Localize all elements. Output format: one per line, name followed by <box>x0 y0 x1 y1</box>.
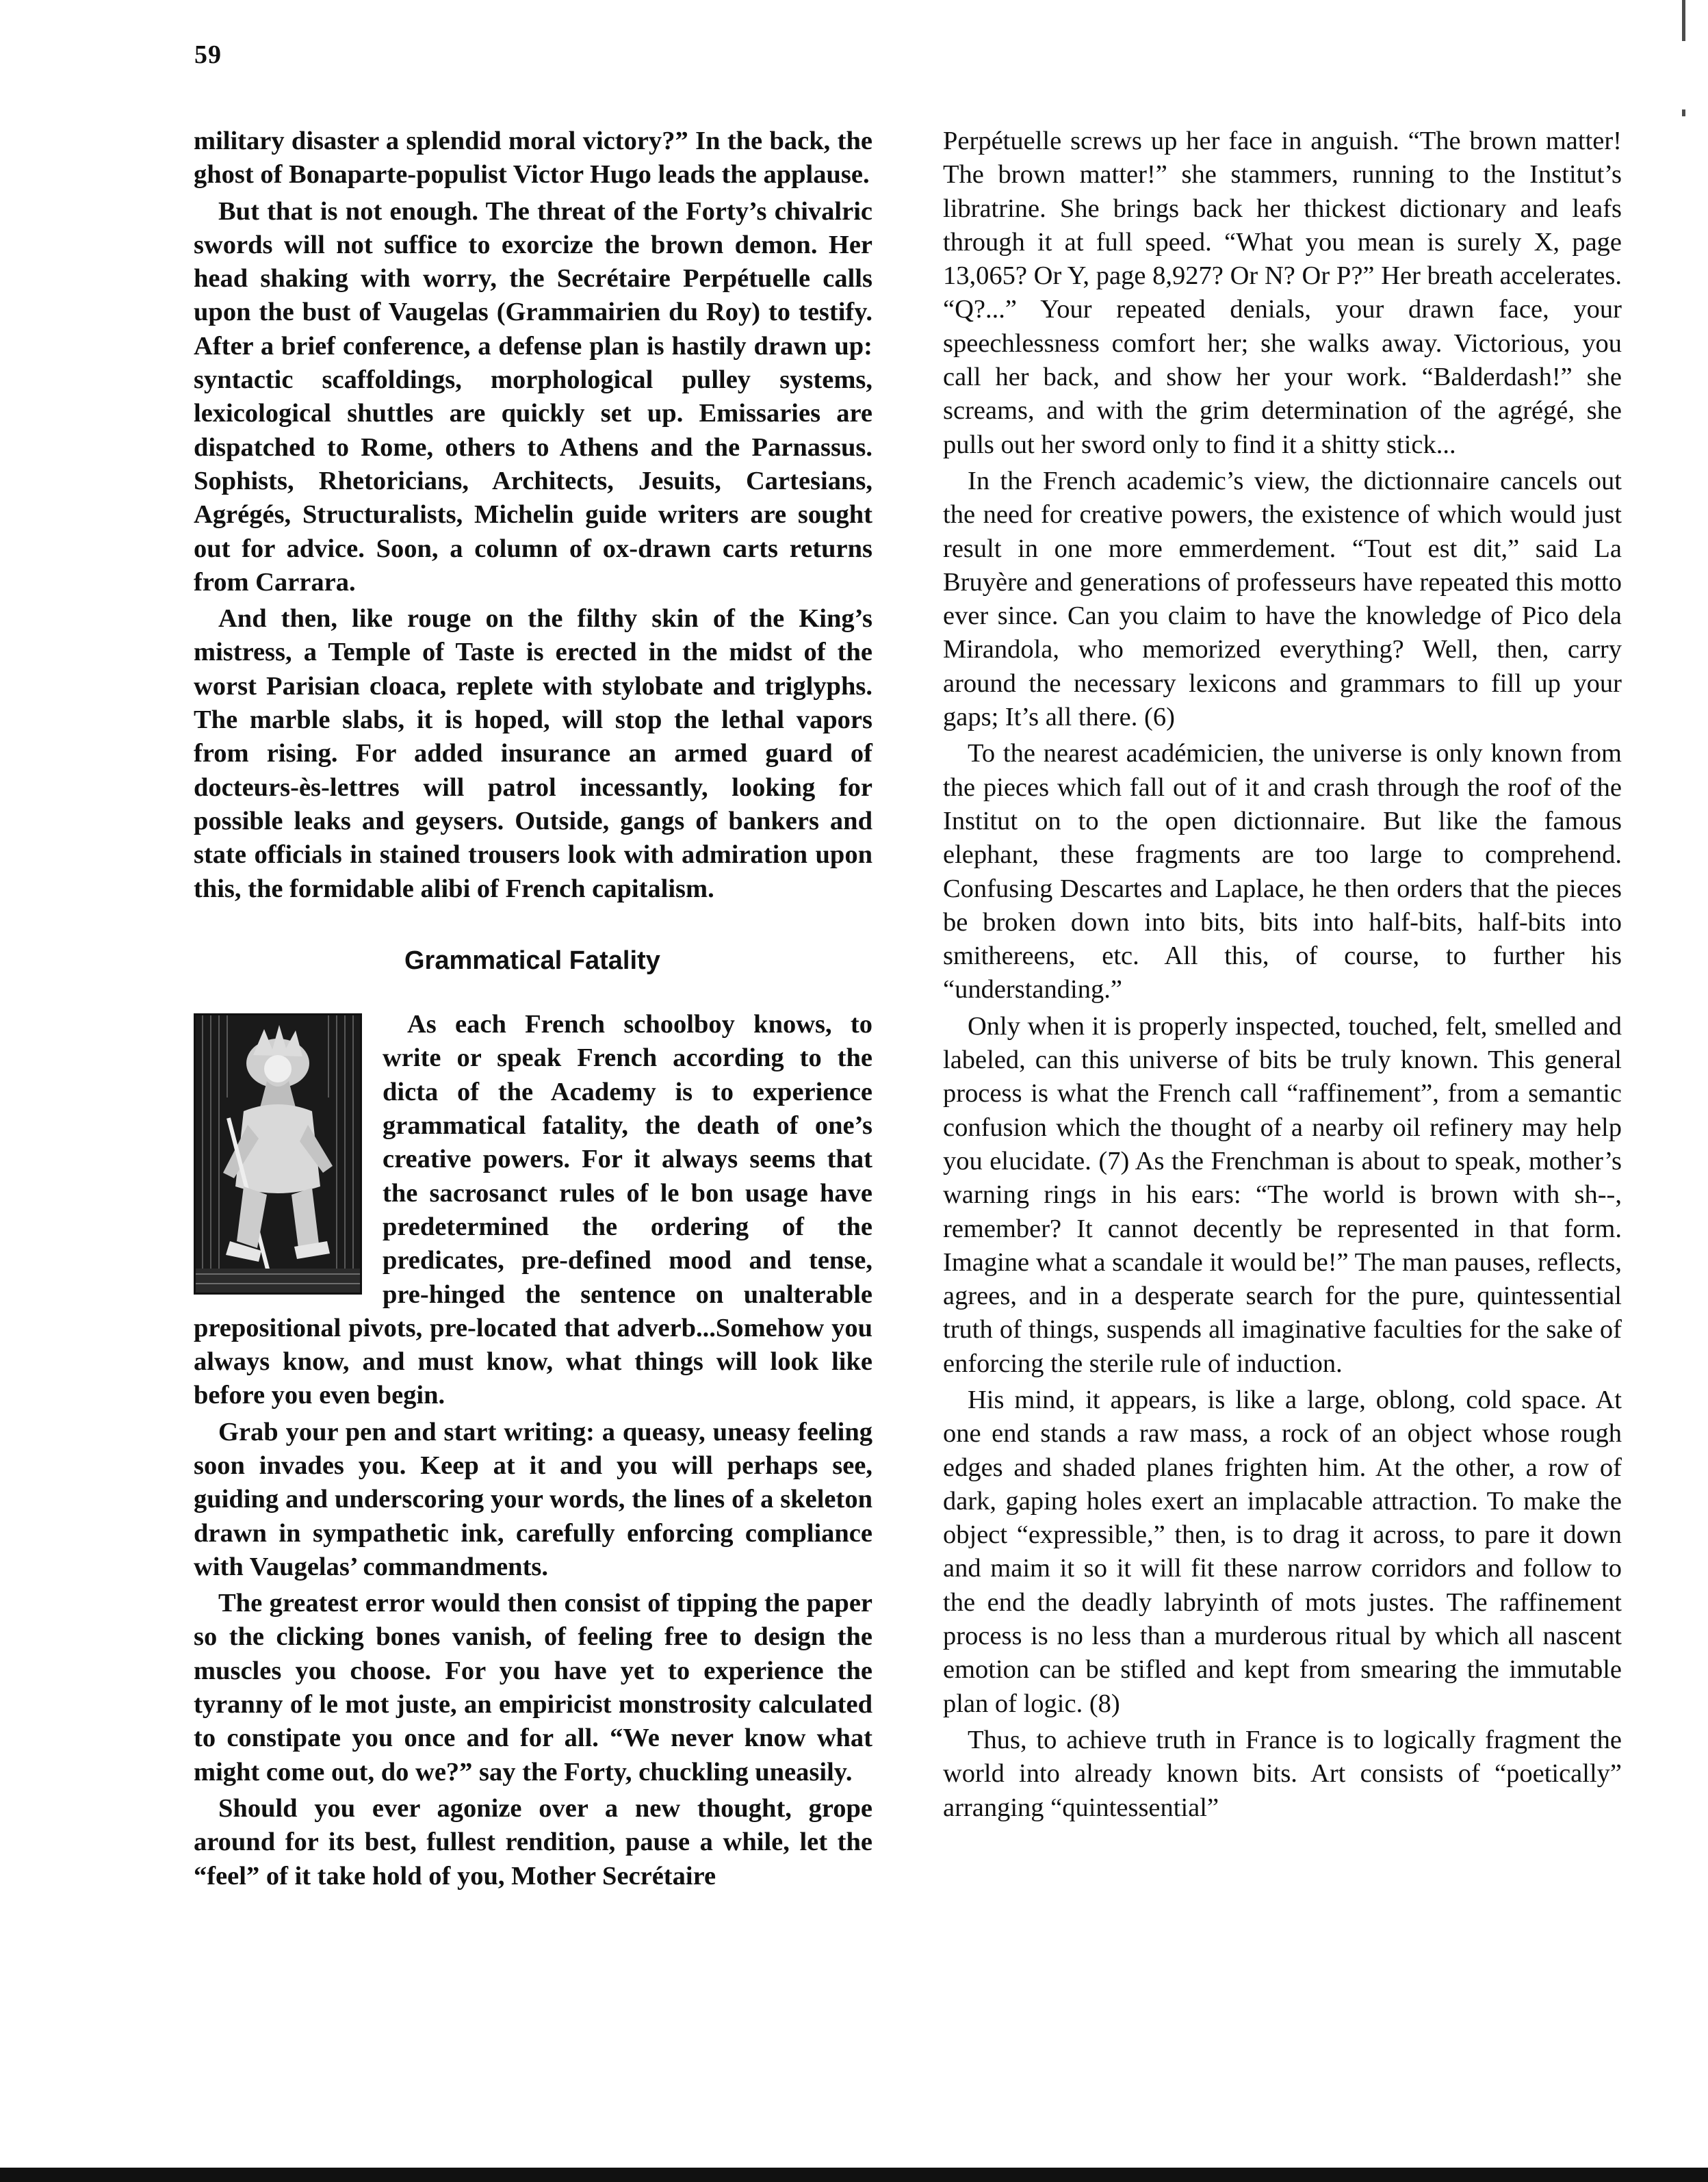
right-paragraph-6: Thus, to achieve truth in France is to logically fragment the world into already known bits. Art consists of “poetically” arranging “quintessential” <box>943 1725 1622 1822</box>
left-paragraph-2: But that is not enough. The threat of the Forty’s chivalric swords will not suffice to exorcize the brown demon. Her head shaking with worry, the Secrétaire Perpétuelle calls upon the bust of Vaugelas (Grammairien du Roy) to testify. After a brief conference, a defense plan is hastily drawn up: syntactic scaffoldings, morphological pulley systems, lexicological shuttles are quickly set up. Emissaries are dispatched to Rome, others to Athens and the Parnassus. Sophists, Rhetoricians, Architects, Jesuits, Cartesians, Agrégés, Structuralists, Michelin guide writers are sought out for advice. Soon, a column of ox-drawn carts returns from Carrara. <box>194 196 872 597</box>
woodcut-illustration <box>194 1013 362 1295</box>
scan-edge-mark <box>1682 0 1685 2162</box>
left-paragraph-6: The greatest error would then consist of tipping the paper so the clicking bones vanish, of feeling free to design the muscles you choose. For you have yet to experience the tyranny of le mot juste, an empiricist monstrosity calculated to constipate you once and for all. “We never know what might come out, do we?” say the Forty, chuckling uneasily. <box>194 1589 872 1787</box>
right-column <box>943 125 1622 1825</box>
scan-bottom-border <box>0 2168 1708 2182</box>
left-paragraph-5: Grab your pen and start writing: a queasy, uneasy feeling soon invades you. Keep at it and you will perhaps see, guiding and underscoring your words, the lines of a skeleton drawn in sympathetic ink, carefully enforcing compliance with Vaugelas’ commandments. <box>194 1417 872 1581</box>
section-heading: Grammatical Fatality <box>404 946 660 975</box>
seated-figure-icon <box>196 1015 360 1293</box>
page-number: 59 <box>194 40 222 69</box>
left-paragraph-3: And then, like rouge on the filthy skin of the King’s mistress, a Temple of Taste is erected in the midst of the worst Parisian cloaca, replete with stylobate and triglyphs. The marble slabs, it is hoped, will stop the lethal vapors from rising. For added insurance an armed guard of docteurs-ès-lettres will patrol incessantly, looking for possible leaks and geysers. Outside, gangs of bankers and state officials in stained trousers look with admiration upon this, the formidable alibi of French capitalism. <box>194 604 872 903</box>
left-paragraph-7: Should you ever agonize over a new thought, grope around for its best, fullest rendition, pause a while, let the “feel” of it take hold of you, Mother Secrétaire <box>194 1793 872 1891</box>
right-paragraph-5: His mind, it appears, is like a large, oblong, cold space. At one end stands a raw mass, a rock of an object whose rough edges and shaded planes frighten him. At the other, a row of dark, gaping holes exert an implacable attraction. To make the object “expressible,” then, is to drag it across, to pare it down and maim it so it will fit these narrow corridors and follow to the end the deadly labryinth of mots justes. The raffinement process is no less than a murderous ritual by which all nascent emotion can be stifled and kept from smearing the immutable plan of logic. (8) <box>943 1385 1622 1718</box>
right-paragraph-3: To the nearest académicien, the universe is only known from the pieces which fall out of it and crash through the roof of the Institut on to the open dictionnaire. But like the famous elephant, these fragments are too large to comprehend. Confusing Descartes and Laplace, he then orders that the pieces be broken down into bits, bits into half-bits, half-bits into smithereens, etc. All this, of course, to further his “understanding.” <box>943 739 1622 1004</box>
left-paragraph-4: As each French schoolboy knows, to write or speak French according to the dicta of the Academy is to experience grammatical fatality, the death of one’s creative powers. For it always seems that the sacrosanct rules of le bon usage have predetermined the ordering of the predicates, pre-defined mood and tense, pre-hinged the sentence on unalterable prepositional pivots, pre-located that adverb...Somehow you always know, and must know, what things will look like before you even begin. <box>194 1010 872 1410</box>
right-paragraph-2: In the French academic’s view, the dictionnaire cancels out the need for creative powers, the existence of which would just result in one more emmerdement. “Tout est dit,” said La Bruyère and generations of professeurs have repeated this motto ever since. Can you claim to have the knowledge of Pico dela Mirandola, who memorized everything? Well, then, carry around the necessary lexicons and grammars to fill up your gaps; It’s all there. (6) <box>943 466 1622 732</box>
right-paragraph-4: Only when it is properly inspected, touched, felt, smelled and labeled, can this universe of bits be truly known. This general process is what the French call “raffinement”, from a semantic confusion which the thought of a nearby oil refinery may help you elucidate. (7) As the Frenchman is about to speak, mother’s warning rings in his ears: “The world is brown with sh--, remember? It cannot decently be represented in that form. Imagine what a scandale it would be!” The man pauses, reflects, agrees, and in a desperate search for the pure, quintessential truth of things, suspends all imaginative faculties for the sake of enforcing the sterile rule of induction. <box>943 1011 1622 1378</box>
right-paragraph-1: Perpétuelle screws up her face in anguish. “The brown matter! The brown matter!” she stammers, running to the Institut’s libratrine. She brings back her thickest dictionary and leafs through it at full speed. “What you mean is surely X, page 13,065? Or Y, page 8,927? Or N? Or P?” Her breath accelerates. “Q?...” Your repeated denials, your drawn face, your speechlessness comfort her; she walks away. Victorious, you call her back, and show her your work. “Balderdash!” she screams, and with the grim determination of the agrégé, she pulls out her sword only to find it a shitty stick... <box>943 127 1622 459</box>
left-column <box>194 125 872 1893</box>
left-paragraph-1: military disaster a splendid moral victory?” In the back, the ghost of Bonaparte-populist Victor Hugo leads the applause. <box>194 127 872 190</box>
